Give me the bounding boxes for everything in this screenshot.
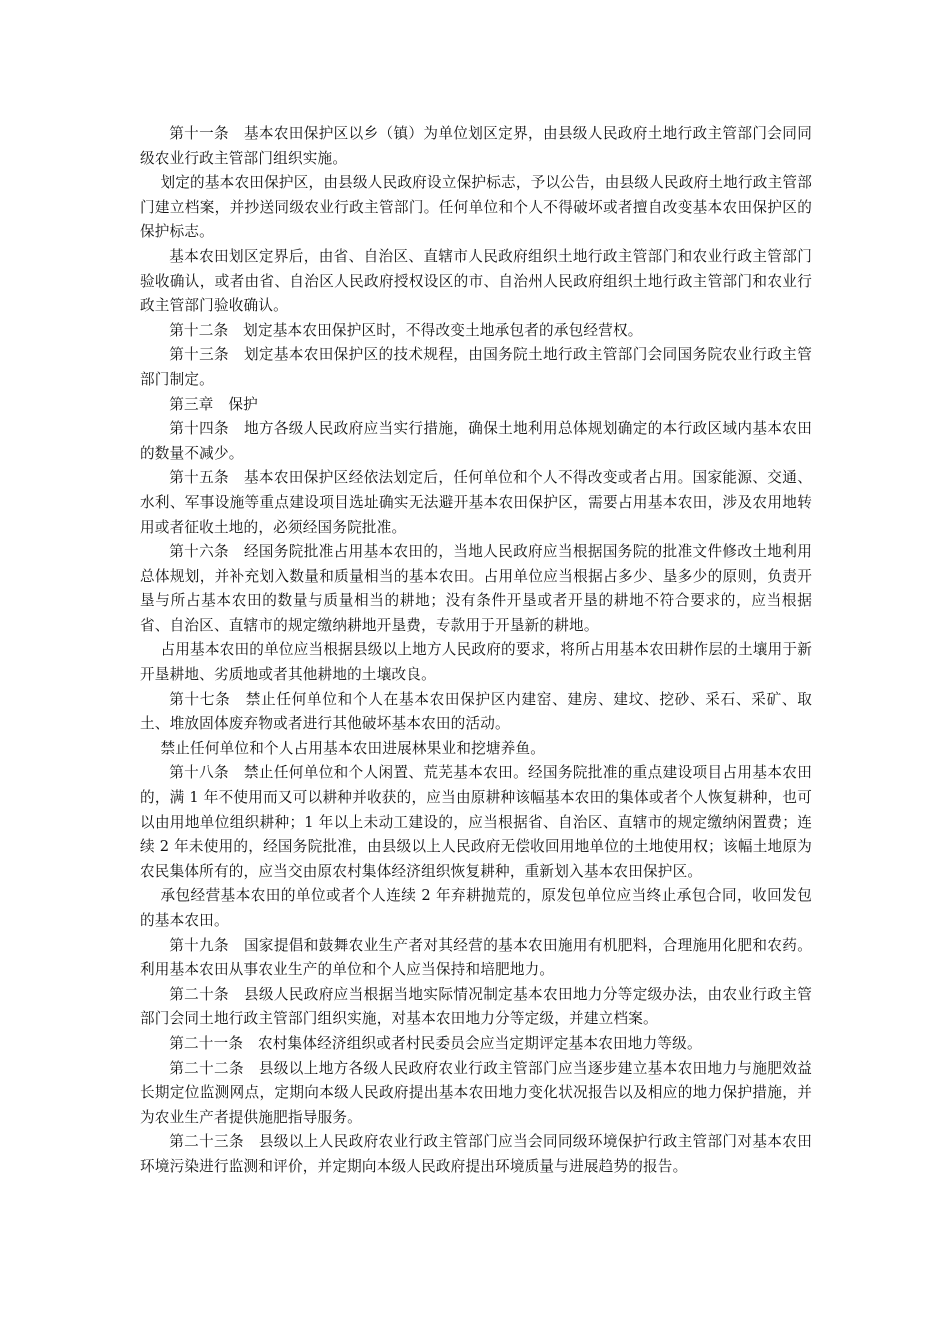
article-11-paragraph-3: 基本农田划区定界后，由省、自治区、直辖市人民政府组织土地行政主管部门和农业行政主管部门验收确认，或者由省、自治区人民政府授权设区的市、自治州人民政府组织土地行政主管部门和农业行政主管部门验收确认。 [140, 247, 812, 315]
article-11-paragraph: 第十一条 基本农田保护区以乡（镇）为单位划区定界，由县级人民政府土地行政主管部门会同同级农业行政主管部门组织实施。 [140, 125, 812, 167]
article-12-paragraph: 第十二条 划定基本农田保护区时，不得改变土地承包者的承包经营权。 [169, 321, 643, 339]
article-16-paragraph-2: 占用基本农田的单位应当根据县级以上地方人民政府的要求，将所占用基本农田耕作层的土壤用于新开垦耕地、劣质地或者其他耕地的土壤改良。 [140, 641, 812, 684]
article-22-paragraph: 第二十二条 县级以上地方各级人民政府农业行政主管部门应当逐步建立基本农田地力与施肥效益长期定位监测网点，定期向本级人民政府提出基本农田地力变化状况报告以及相应的地力保护措施，并为农业生产者提供施肥指导服务。 [140, 1059, 812, 1126]
chapter-3-heading: 第三章 保护 [169, 395, 258, 413]
article-17-paragraph-2: 禁止任何单位和个人占用基本农田进展林果业和挖塘养鱼。 [160, 739, 546, 757]
article-15-paragraph: 第十五条 基本农田保护区经依法划定后，任何单位和个人不得改变或者占用。国家能源、交通、水利、军事设施等重点建设项目选址确实无法避开基本农田保护区，需要占用基本农田，涉及农用地转用或者征收土地的，必须经国务院批准。 [140, 469, 812, 536]
article-17-paragraph: 第十七条 禁止任何单位和个人在基本农田保护区内建窑、建房、建坟、挖砂、采石、采矿、取土、堆放固体废弃物或者进行其他破坏基本农田的活动。 [140, 690, 812, 733]
article-18-paragraph: 第十八条 禁止任何单位和个人闲置、荒芜基本农田。经国务院批准的重点建设项目占用基本农田的，满 1 年不使用而又可以耕种并收获的，应当由原耕种该幅基本农田的集体或者个人恢复耕种，也可以由用地单位组织耕种；1 年以上未动工建设的，应当根据省、自治区、直辖市的规定缴纳闲置费；连续 2 年未使用的，经国务院批准，由县级以上人民政府无偿收回用地单位的土地使用权；该幅土地原为农民集体所有的，应当交由原农村集体经济组织恢复耕种，重新划入基本农田保护区。 [140, 764, 812, 880]
document-page [140, 122, 812, 1180]
article-16-paragraph: 第十六条 经国务院批准占用基本农田的，当地人民政府应当根据国务院的批准文件修改土地利用总体规划，并补充划入数量和质量相当的基本农田。占用单位应当根据占多少、垦多少的原则，负责开垦与所占基本农田的数量与质量相当的耕地；没有条件开垦或者开垦的耕地不符合要求的，应当根据省、自治区、直辖市的规定缴纳耕地开垦费，专款用于开垦新的耕地。 [140, 543, 812, 634]
article-13-paragraph: 第十三条 划定基本农田保护区的技术规程，由国务院土地行政主管部门会同国务院农业行政主管部门制定。 [140, 346, 812, 388]
article-14-paragraph: 第十四条 地方各级人民政府应当实行措施，确保土地利用总体规划确定的本行政区域内基本农田的数量不减少。 [140, 420, 812, 462]
article-21-paragraph: 第二十一条 农村集体经济组织或者村民委员会应当定期评定基本农田地力等级。 [169, 1034, 702, 1052]
article-20-paragraph: 第二十条 县级人民政府应当根据当地实际情况制定基本农田地力分等定级办法，由农业行政主管部门会同土地行政主管部门组织实施，对基本农田地力分等定级，并建立档案。 [140, 985, 812, 1028]
article-18-paragraph-2: 承包经营基本农田的单位或者个人连续 2 年弃耕抛荒的，原发包单位应当终止承包合同，收回发包的基本农田。 [140, 887, 812, 929]
article-11-paragraph-2: 划定的基本农田保护区，由县级人民政府设立保护标志，予以公告，由县级人民政府土地行政主管部门建立档案，并抄送同级农业行政主管部门。任何单位和个人不得破坏或者擅自改变基本农田保护区的保护标志。 [140, 174, 812, 241]
article-23-paragraph: 第二十三条 县级以上人民政府农业行政主管部门应当会同同级环境保护行政主管部门对基本农田环境污染进行监测和评价，并定期向本级人民政府提出环境质量与进展趋势的报告。 [140, 1133, 812, 1175]
article-19-paragraph: 第十九条 国家提倡和鼓舞农业生产者对其经营的基本农田施用有机肥料，合理施用化肥和农药。利用基本农田从事农业生产的单位和个人应当保持和培肥地力。 [140, 936, 812, 979]
